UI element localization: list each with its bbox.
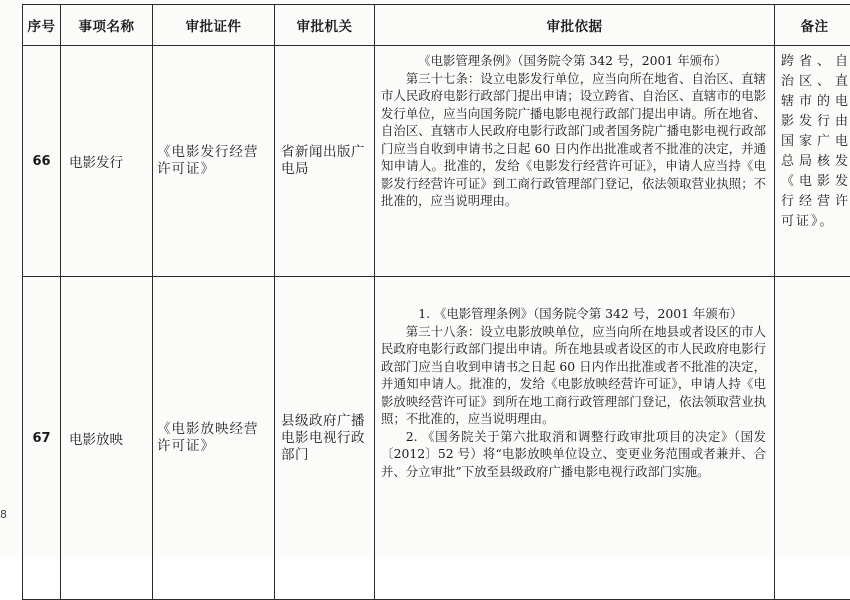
remarks [775,277,850,600]
header-no: 序号 [23,5,61,46]
remarks: 跨省、自治区、直辖市的电影发行由国家广电总局核发《电影发行经营许可证》。 [775,46,850,277]
approval-authority: 省新闻出版广电局 [275,46,375,277]
table-row [23,46,850,277]
header-item-name: 事项名称 [61,5,153,46]
certificate-name: 《电影放映经营许可证》 [153,277,275,600]
approval-authority: 县级政府广播电影电视行政部门 [275,277,375,600]
basis-article-text: 第三十八条：设立电影放映单位，应当向所在地县或者设区的市人民政府电影行政部门提出申请。所在地县或者设区的市人民政府电影行政部门应当自收到申请书之日起 60 日内作出批准或者不批准的决定，并通知申请人。批准的，发给《电影放映经营许可证》，申请人持《电影放映经营许可证》到所在地工商行政管理部门登记，依法领取营业执照；不批准的，应当说明理由。 [381,323,766,428]
item-name: 电影放映 [61,277,153,600]
basis-regulation-title: 《电影管理条例》（国务院令第 342 号，2001 年颁布） [381,52,766,70]
table-header-row [23,5,850,46]
row-number: 67 [23,277,61,600]
basis-article-text: 第三十七条：设立电影发行单位，应当向所在地省、自治区、直辖市人民政府电影行政部门提出申请；设立跨省、自治区、直辖市的电影发行单位，应当向国务院广播电影电视行政部门提出申请。所在地省、自治区、直辖市人民政府电影行政部门或者国务院广播电影电视行政部门应当自收到申请书之日起 60 日内作出批准或者不批准的决定，并通知申请人。批准的，发给《电影发行经营许可证》，申请人应当持《电影发行经营许可证》到工商行政管理部门登记，依法领取营业执照；不批准的，应当说明理由。 [381,70,766,210]
basis-regulation-title: 1. 《电影管理条例》（国务院令第 342 号，2001 年颁布） [381,305,766,323]
header-certificate: 审批证件 [153,5,275,46]
basis-decision-text: 2. 《国务院关于第六批取消和调整行政审批项目的决定》（国发〔2012〕52 号）将“电影放映单位设立、变更业务范围或者兼并、合并、分立审批”下放至县级政府广播电影电视行政部门实施。 [381,428,766,481]
page-margin-mark: 8 [0,508,7,521]
header-basis: 审批依据 [375,5,775,46]
header-remarks: 备注 [775,5,850,46]
approval-basis [375,46,775,277]
header-authority: 审批机关 [275,5,375,46]
approval-basis [375,277,775,600]
table-row [23,277,850,600]
item-name: 电影发行 [61,46,153,277]
certificate-name: 《电影发行经营许可证》 [153,46,275,277]
approval-items-table [22,4,850,600]
row-number: 66 [23,46,61,277]
